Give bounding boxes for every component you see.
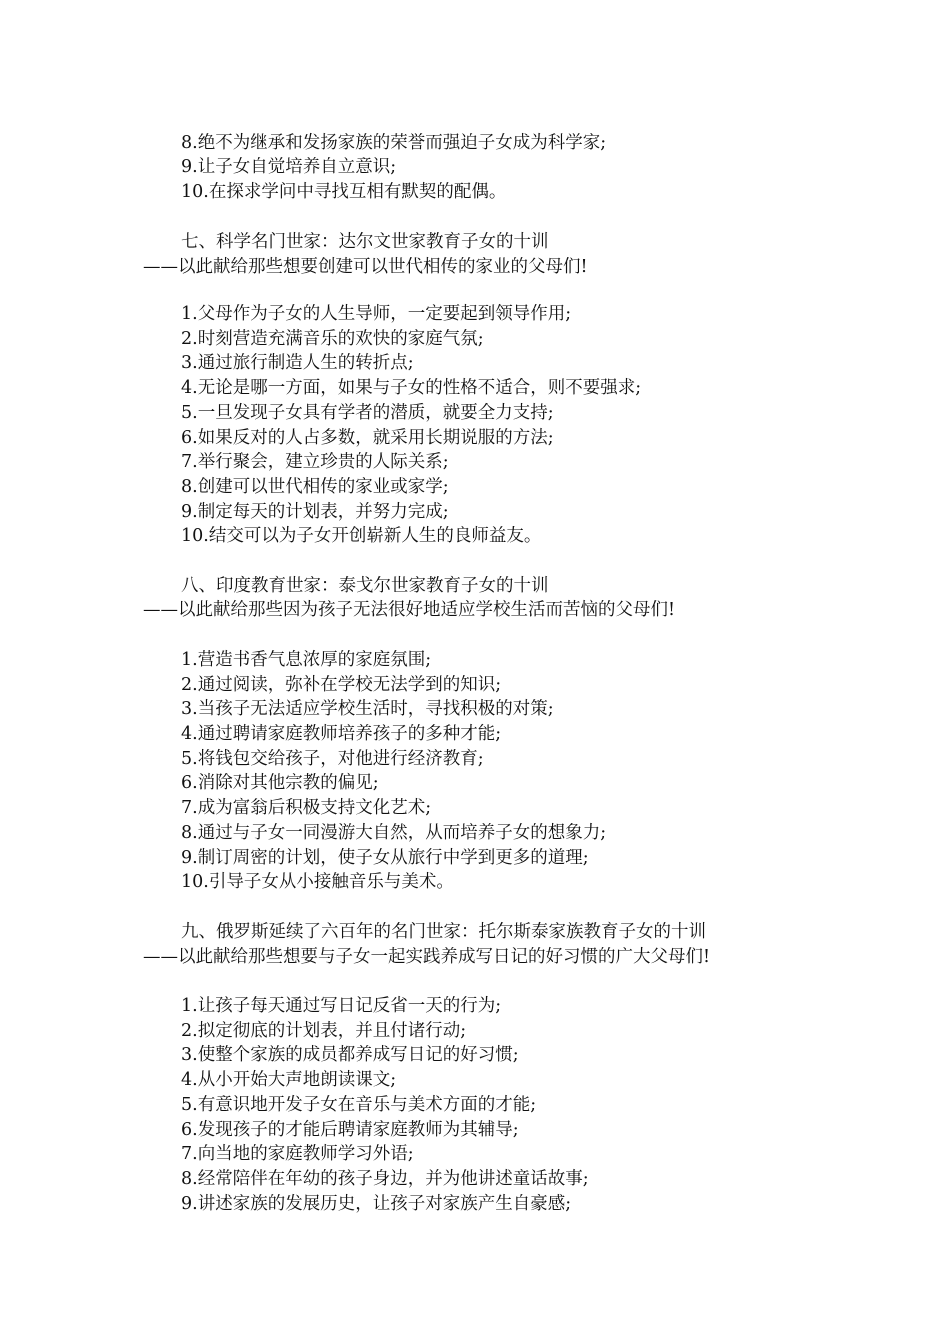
list-item: 10.引导子女从小接触音乐与美术。 bbox=[181, 872, 454, 892]
list-item: 9.制定每天的计划表，并努力完成; bbox=[181, 502, 449, 522]
list-item: 1.营造书香气息浓厚的家庭氛围; bbox=[181, 650, 432, 670]
list-item: 8.创建可以世代相传的家业或家学; bbox=[181, 477, 449, 497]
list-item: 9.让子女自觉培养自立意识; bbox=[181, 157, 397, 177]
section-dedication: ——以此献给那些想要与子女一起实践养成写日记的好习惯的广大父母们! bbox=[143, 947, 711, 967]
section-heading: 八、印度教育世家：泰戈尔世家教育子女的十训 bbox=[181, 576, 549, 596]
list-item: 5.一旦发现子女具有学者的潜质，就要全力支持; bbox=[181, 403, 554, 423]
list-item: 5.有意识地开发子女在音乐与美术方面的才能; bbox=[181, 1095, 537, 1115]
list-item: 10.结交可以为子女开创崭新人生的良师益友。 bbox=[181, 526, 542, 546]
list-item: 7.向当地的家庭教师学习外语; bbox=[181, 1144, 414, 1164]
list-item: 2.时刻营造充满音乐的欢快的家庭气氛; bbox=[181, 329, 484, 349]
section-dedication: ——以此献给那些想要创建可以世代相传的家业的父母们! bbox=[143, 257, 588, 277]
list-item: 4.从小开始大声地朗读课文; bbox=[181, 1070, 397, 1090]
list-item: 4.无论是哪一方面，如果与子女的性格不适合，则不要强求; bbox=[181, 378, 642, 398]
list-item: 1.让孩子每天通过写日记反省一天的行为; bbox=[181, 996, 502, 1016]
list-item: 6.消除对其他宗教的偏见; bbox=[181, 773, 379, 793]
list-item: 6.发现孩子的才能后聘请家庭教师为其辅导; bbox=[181, 1120, 519, 1140]
list-item: 9.制订周密的计划，使子女从旅行中学到更多的道理; bbox=[181, 848, 589, 868]
list-item: 7.成为富翁后积极支持文化艺术; bbox=[181, 798, 432, 818]
section-dedication: ——以此献给那些因为孩子无法很好地适应学校生活而苦恼的父母们! bbox=[143, 600, 676, 620]
list-item: 8.经常陪伴在年幼的孩子身边，并为他讲述童话故事; bbox=[181, 1169, 589, 1189]
list-item: 2.通过阅读，弥补在学校无法学到的知识; bbox=[181, 675, 502, 695]
list-item: 10.在探求学问中寻找互相有默契的配偶。 bbox=[181, 182, 507, 202]
list-item: 8.通过与子女一同漫游大自然，从而培养子女的想象力; bbox=[181, 823, 607, 843]
list-item: 1.父母作为子女的人生导师，一定要起到领导作用; bbox=[181, 304, 572, 324]
list-item: 5.将钱包交给孩子，对他进行经济教育; bbox=[181, 749, 484, 769]
list-item: 9.讲述家族的发展历史，让孩子对家族产生自豪感; bbox=[181, 1194, 572, 1214]
section-heading: 九、俄罗斯延续了六百年的名门世家：托尔斯泰家族教育子女的十训 bbox=[181, 922, 706, 942]
list-item: 3.通过旅行制造人生的转折点; bbox=[181, 353, 414, 373]
list-item: 3.当孩子无法适应学校生活时，寻找积极的对策; bbox=[181, 699, 554, 719]
list-item: 2.拟定彻底的计划表，并且付诸行动; bbox=[181, 1021, 467, 1041]
list-item: 7.举行聚会，建立珍贵的人际关系; bbox=[181, 452, 449, 472]
list-item: 6.如果反对的人占多数，就采用长期说服的方法; bbox=[181, 428, 554, 448]
list-item: 3.使整个家族的成员都养成写日记的好习惯; bbox=[181, 1045, 519, 1065]
list-item: 8.绝不为继承和发扬家族的荣誉而强迫子女成为科学家; bbox=[181, 133, 607, 153]
list-item: 4.通过聘请家庭教师培养孩子的多种才能; bbox=[181, 724, 502, 744]
section-heading: 七、科学名门世家：达尔文世家教育子女的十训 bbox=[181, 232, 549, 252]
